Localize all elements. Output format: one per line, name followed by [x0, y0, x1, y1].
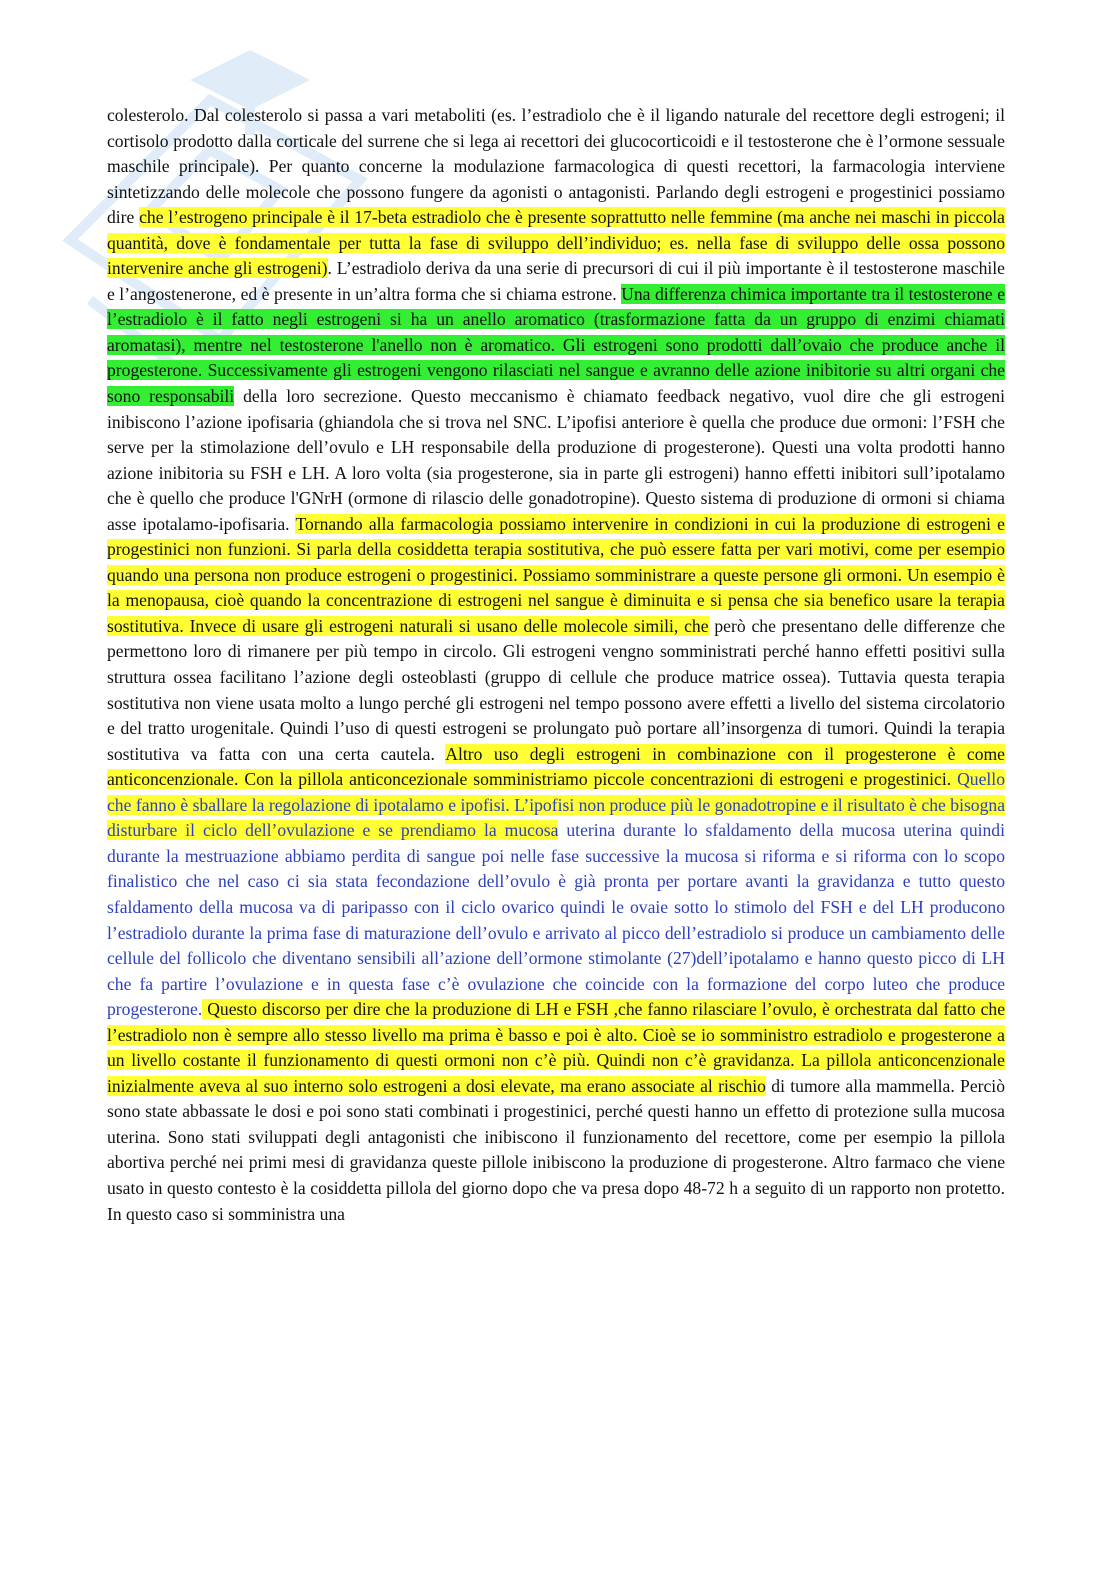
green-highlight-segment: Una differenza chimica importante tra il testosterone e l’estradiolo è il fatto negli estrogeni si ha un anello aromatico (trasformazione fatta da un gruppo di enzimi chiamati aromatasi), mentre nel testosterone l'anello non è aromatico. Gli estrogeni sono prodotti dall’ovaio che produce anche il progesterone. Successivamente gli estrogeni vengono rilasciati nel sangue e avranno delle azione inibitorie su altri organi che sono responsabili [107, 283, 1005, 407]
text-segment: colesterolo. Dal colesterolo si passa a vari metaboliti (es. l’estradiolo che è il ligando naturale del recettore degli estrogeni; il cortisolo prodotto dalla corticale del surrene che si lega ai recettori dei glucocorticoidi e il testosterone che è l’ormone sessuale maschile principale). Per quanto concerne la modulazione farmacologica di questi recettori, la farmacologia interviene sintetizzando delle molecole che possono fungere da agonisti o antagonisti. Parlando degli estrogeni e progestinici possiamo dire [107, 105, 1005, 228]
text-segment: . L’estradiolo deriva da una serie di precursori di cui il più importante è il testosterone maschile e l’angostenerone, ed è presente in un’altra forma che si chiama estrone. [107, 258, 1005, 304]
yellow-highlight-segment: Tornando alla farmacologia possiamo intervenire in condizioni in cui la produzione di estrogeni e progestinici non funzioni. Si parla della cosiddetta terapia sostitutiva, che può essere fatta per vari motivi, come per esempio quando una persona non produce estrogeni o progestinici. Possiamo somministrare a queste persone gli ormoni. Un esempio è la menopausa, cioè quando la concentrazione di estrogeni nel sangue è diminuita e si pensa che sia benefico usare la terapia sostitutiva. Invece di usare gli estrogeni naturali si usano delle molecole simili, che [107, 513, 1005, 636]
text-segment: però che presentano delle differenze che permettono loro di rimanere per più tempo in circolo. Gli estrogeni vengno somministrati perché hanno effetti positivi sulla struttura ossea facilitano l’azione degli osteoblasti (gruppo di cellule che produce matrice ossea). Tuttavia questa terapia sostitutiva non viene usata molto a lungo perché gli estrogeni nel tempo possono avere effetti a livello del sistema circolatorio e del tratto urogenitale. Quindi l’uso di questi estrogeni se prolungato può portare all’insorgenza di tumori. Quindi la terapia sostitutiva va fatta con una certa cautela. [107, 615, 1005, 764]
text-segment: della loro secrezione. Questo meccanismo è chiamato feedback negativo, vuol dire che gli estrogeni inibiscono l’azione ipofisaria (ghiandola che si trova nel SNC. L’ipofisi anteriore è quella che produce due ormoni: l’FSH che serve per la stimolazione dell’ovulo e LH responsabile della produzione di progesterone). Questi una volta prodotti hanno azione inibitoria su FSH e LH. A loro volta (sia progesterone, sia in parte gli estrogeni) hanno effetti inibitori sull’ipotalamo che è quello che produce l'GNrH (ormone di rilascio delle gonadotropine). Questo sistema di produzione di ormoni si chiama asse ipotalamo-ipofisaria. [107, 386, 1005, 534]
yellow-highlight-segment: Altro uso degli estrogeni in combinazione con il progesterone è come anticoncenzionale. Con la pillola anticoncezionale somministriamo piccole concentrazioni di estrogeni e progestinici. [107, 743, 1005, 790]
text-segment: di tumore alla mammella. Perciò sono state abbassate le dosi e poi sono stati combinati i progestinici, perché questi hanno un effetto di protezione sulla mucosa uterina. Sono stati sviluppati degli antagonisti che inibiscono il funzionamento del recettore, come per esempio la pillola abortiva perché nei primi mesi di gravidanza queste pillole inibiscono la produzione di progesterone. Altro farmaco che viene usato in questo contesto è la cosiddetta pillola del giorno dopo che va presa dopo 48-72 h a seguito di un rapporto non protetto. In questo caso si somministra una [107, 1075, 1005, 1224]
yellow-highlight-blue-text-segment: Quello che fanno è sballare la regolazione di ipotalamo e ipofisi. L’ipofisi non produce più le gonadotropine e il risultato è che bisogna disturbare il ciclo dell’ovulazione e se prendiamo la mucosa [107, 769, 1005, 841]
yellow-highlight-segment: Cioè se io somministro estradiolo e progesterone a un livello costante il funzionamento di questi ormoni non c’è più. Quindi non c’è gravidanza. La pillola anticoncenzionale inizialmente aveva al suo interno solo estrogeni a dosi elevate, ma erano associate al rischio [107, 1024, 1005, 1096]
yellow-highlight-segment: Questo discorso per dire che la produzione di LH e FSH ,che fanno rilasciare l’ovulo, è orchestrata dal fatto che l’estradiolo non è sempre allo stesso livello ma prima è basso e poi è alto. [107, 999, 1005, 1045]
paragraph [107, 103, 1005, 1227]
blue-text-segment: uterina durante lo sfaldamento della mucosa uterina quindi durante la mestruazione abbiamo perdita di sangue poi nelle fase successive la mucosa si riforma e si riforma con lo scopo finalistico che nel caso ci sia stata fecondazione dell’ovulo è già pronta per portare avanti la gravidanza e tutto questo sfaldamento della mucosa va di paripasso con il ciclo ovarico quindi le ovaie sotto lo stimolo del FSH e del LH producono l’estradiolo durante la prima fase di maturazione dell’ovulo e arrivato al picco dell’estradiolo si produce un cambiamento delle cellule del follicolo che diventano sensibili all’azione dell’ormone stimolante (27)dell’ipotalamo e hanno questo picco di LH che fa partire l’ovulazione e in questa fase c’è ovulazione che coincide con la formazione del corpo luteo che produce progesterone. [107, 820, 1005, 1020]
yellow-highlight-segment: che l’estrogeno principale è il 17-beta estradiolo che è presente soprattutto nelle femmine (ma anche nei maschi in piccola quantità, dove è fondamentale per tutta la fase di sviluppo dell’individuo; es. nella fase di sviluppo delle ossa possono intervenire anche gli estrogeni) [107, 207, 1005, 279]
document-body [107, 103, 1005, 1227]
